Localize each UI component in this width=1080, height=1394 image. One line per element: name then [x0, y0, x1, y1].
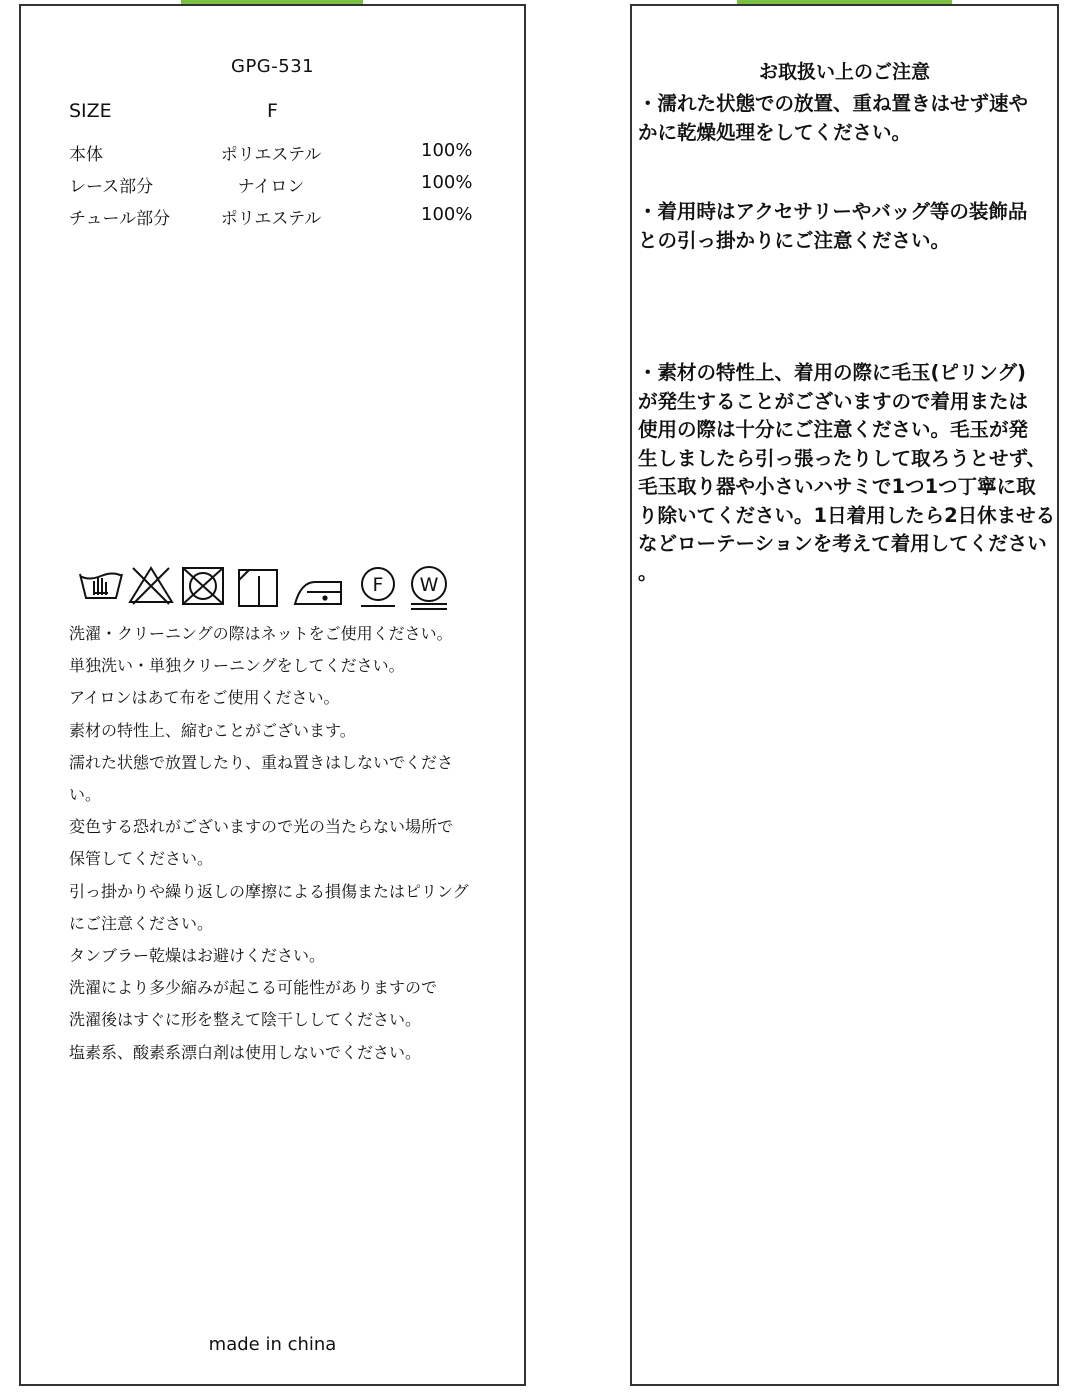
notice-paragraph [638, 90, 1056, 147]
notice-line: ・素材の特性上、着用の際に毛玉(ピリング) [638, 361, 1026, 384]
care-instruction-line: 濡れた状態で放置したり、重ね置きはしないでくださ [69, 752, 454, 772]
notice-line: り除いてください。1日着用したら2日休ませる [638, 503, 1056, 527]
care-instruction-line: 変色する恐れがございますので光の当たらない場所で [69, 817, 454, 837]
care-instruction-line: にご注意ください。 [69, 913, 214, 933]
svg-text:F: F [372, 574, 384, 596]
hand-wash-30-icon [80, 574, 122, 599]
notice-line: などローテーションを考えて着用してください [638, 532, 1047, 555]
notice-line: 使用の際は十分にご注意ください。毛玉が発 [638, 418, 1029, 441]
handling-notice-panel [630, 4, 1059, 1386]
notice-line: ・着用時はアクセサリーやバッグ等の装飾品 [638, 200, 1028, 223]
care-instruction-line: 塩素系、酸素系漂白剤は使用しないでください。 [69, 1042, 422, 1062]
notice-paragraph [638, 359, 1056, 587]
country-of-origin: made in china [208, 1334, 337, 1355]
care-instruction-line: 洗濯により多少縮みが起こる可能性がありますので [69, 978, 438, 998]
notice-line: との引っ掛かりにご注意ください。 [638, 228, 951, 252]
composition-material: ポリエステル [220, 209, 322, 229]
notice-paragraph [638, 198, 1056, 255]
care-instruction-line: 単独洗い・単独クリーニングをしてください。 [69, 656, 405, 676]
composition-percent: 100% [421, 140, 473, 161]
composition-part: チュール部分 [69, 209, 171, 229]
composition-material: ナイロン [237, 177, 305, 197]
composition-part: レース部分 [69, 177, 154, 197]
composition-material: ポリエステル [220, 145, 322, 165]
notice-line: かに乾燥処理をしてください。 [638, 120, 912, 144]
care-label-left-panel [19, 4, 526, 1386]
product-code: GPG-531 [231, 56, 315, 77]
care-instruction-line: タンブラー乾燥はお避けください。 [69, 946, 326, 966]
notice-line: 。 [638, 560, 658, 584]
composition-percent: 100% [421, 172, 473, 193]
care-instruction-line: アイロンはあて布をご使用ください。 [69, 688, 340, 708]
care-instruction-line: 引っ掛かりや繰り返しの摩擦による損傷またはピリング [69, 881, 469, 901]
care-instructions-list [69, 618, 469, 1069]
care-instruction-line: 素材の特性上、縮むことがございます。 [69, 720, 356, 740]
dry-clean-f-icon [361, 568, 395, 606]
iron-low-with-cloth-icon [295, 582, 341, 604]
line-dry-shade-icon [239, 570, 277, 606]
care-instruction-line: い。 [69, 785, 102, 805]
notice-title: お取扱い上のご注意 [758, 61, 930, 83]
size-value: F [267, 100, 278, 122]
care-symbols [77, 564, 477, 612]
notice-line: が発生することがございますので着用または [638, 389, 1029, 413]
care-instruction-line: 洗濯後はすぐに形を整えて陰干ししてください。 [69, 1010, 422, 1030]
notice-line: 毛玉取り器や小さいハサミで1つ1つ丁寧に取 [638, 475, 1036, 498]
size-label: SIZE [69, 100, 112, 122]
care-instruction-line: 保管してください。 [69, 849, 214, 869]
no-bleach-icon [130, 568, 172, 604]
no-tumble-dry-icon [183, 568, 223, 604]
composition-percent: 100% [421, 204, 473, 225]
wet-clean-w-icon [411, 567, 447, 609]
notice-line: ・濡れた状態での放置、重ね置きはせず速や [638, 92, 1029, 115]
care-instruction-line: 洗濯・クリーニングの際はネットをご使用ください。 [69, 624, 453, 643]
svg-text:W: W [419, 574, 439, 596]
notice-line: 生しましたら引っ張ったりして取ろうとせず、 [638, 446, 1046, 470]
composition-part: 本体 [69, 145, 103, 165]
